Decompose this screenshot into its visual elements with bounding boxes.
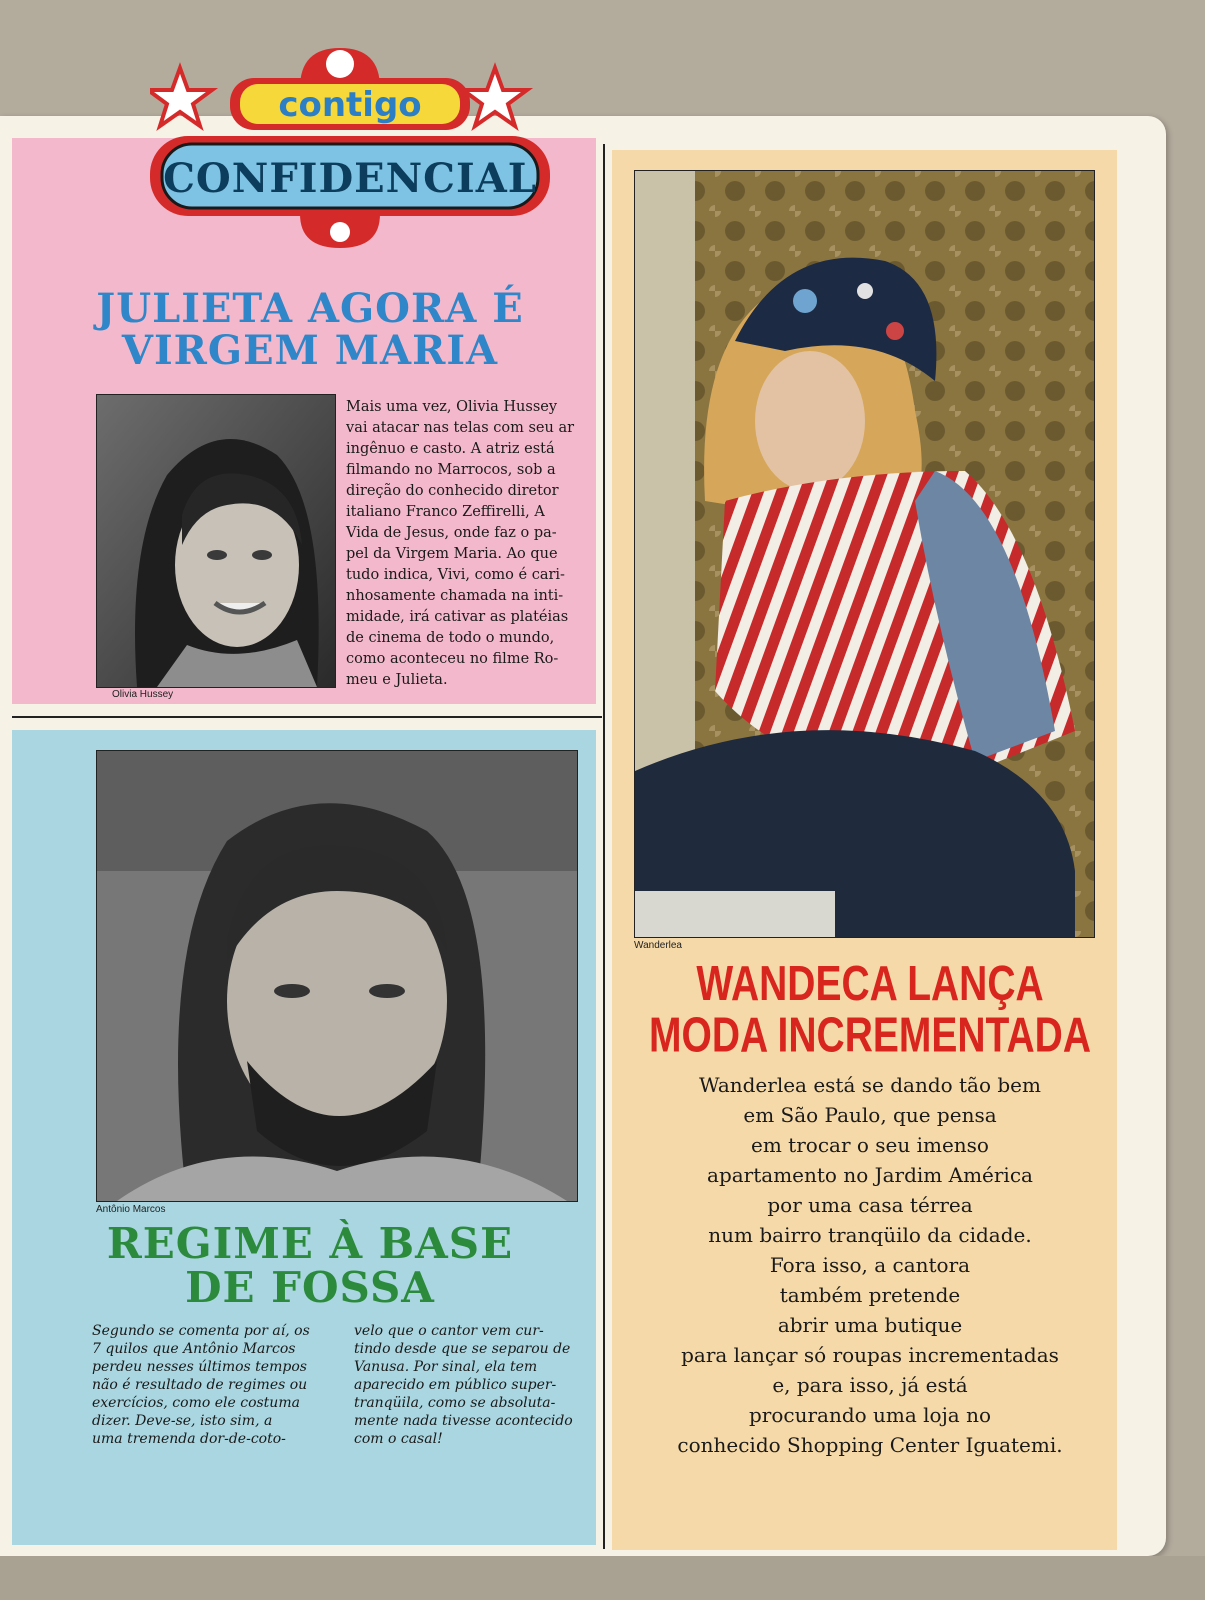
article-line: pel da Virgem Maria. Ao que — [346, 546, 558, 562]
star-icon — [150, 68, 212, 126]
logo-graphic — [150, 28, 550, 253]
wanderlea-photo — [634, 170, 1095, 938]
regime-article-column-1 — [92, 1322, 332, 1448]
article-line: mente nada tivesse acontecido — [354, 1413, 573, 1429]
article-line: exercícios, como ele costuma — [92, 1395, 300, 1411]
article-line: tindo desde que se separou de — [354, 1341, 571, 1357]
article-line: midade, irá cativar as platéias — [346, 609, 569, 625]
article-line: em trocar o seu imenso — [751, 1133, 989, 1157]
regime-headline-line-1: REGIME À BASE — [106, 1219, 514, 1268]
star-icon — [463, 68, 527, 126]
article-line: num bairro tranqüilo da cidade. — [708, 1223, 1032, 1247]
contigo-confidencial-logo — [150, 28, 550, 253]
article-line: também pretende — [779, 1283, 961, 1307]
article-line: abrir uma butique — [777, 1313, 963, 1337]
article-line: Mais uma vez, Olivia Hussey — [346, 399, 558, 415]
article-line: perdeu nesses últimos tempos — [92, 1359, 307, 1375]
logo-bottom-text: CONFIDENCIAL — [163, 155, 537, 202]
regime-headline — [30, 1219, 590, 1313]
article-line: aparecido em público super- — [354, 1377, 557, 1393]
article-line: procurando uma loja no — [748, 1403, 992, 1427]
article-line: por uma casa térrea — [767, 1193, 973, 1217]
section-divider — [12, 716, 602, 718]
article-line: Segundo se comenta por aí, os — [92, 1323, 310, 1339]
wandeca-headline-line-2: MODA INCREMENTADA — [649, 1008, 1091, 1063]
page-background-strip — [0, 1556, 1205, 1600]
article-line: Vida de Jesus, onde faz o pa- — [346, 525, 557, 541]
article-line: velo que o cantor vem cur- — [354, 1323, 544, 1339]
olivia-hussey-photo — [96, 394, 336, 688]
column-divider — [603, 144, 605, 1549]
article-line: italiano Franco Zeffirelli, A — [346, 504, 545, 520]
article-line: em São Paulo, que pensa — [743, 1103, 997, 1127]
article-line: como aconteceu no filme Ro- — [346, 651, 559, 667]
logo-top-text: contigo — [278, 85, 422, 125]
article-line: filmando no Marrocos, sob a — [346, 462, 556, 478]
article-line: não é resultado de regimes ou — [92, 1377, 308, 1393]
article-line: Fora isso, a cantora — [769, 1253, 971, 1277]
article-line: tranqüila, como se absoluta- — [354, 1395, 556, 1411]
wandeca-article-text — [640, 1070, 1100, 1460]
article-line: direção do conhecido diretor — [346, 483, 559, 499]
julieta-article-text — [346, 397, 582, 691]
article-line: Wanderlea está se dando tão bem — [699, 1073, 1041, 1097]
julieta-headline-line-1: JULIETA AGORA É — [96, 285, 524, 332]
article-line: vai atacar nas telas com seu ar — [346, 420, 575, 436]
article-line: para lançar só roupas incrementadas — [681, 1343, 1059, 1367]
article-line: meu e Julieta. — [346, 672, 448, 688]
wandeca-headline — [640, 957, 1100, 1063]
olivia-photo-caption: Olivia Hussey — [112, 689, 174, 700]
regime-headline-line-2: DE FOSSA — [185, 1263, 435, 1313]
antonio-photo-caption: Antônio Marcos — [96, 1204, 166, 1215]
julieta-headline-line-2: VIRGEM MARIA — [121, 327, 499, 374]
article-line: ingênuo e casto. A atriz está — [346, 441, 555, 457]
regime-article-column-2 — [354, 1322, 590, 1448]
article-line: nhosamente chamada na inti- — [346, 588, 564, 604]
article-line: 7 quilos que Antônio Marcos — [92, 1341, 296, 1357]
article-line: conhecido Shopping Center Iguatemi. — [677, 1433, 1063, 1457]
article-line: Vanusa. Por sinal, ela tem — [354, 1359, 538, 1375]
article-line: dizer. Deve-se, isto sim, a — [92, 1413, 273, 1429]
article-line: tudo indica, Vivi, como é cari- — [346, 567, 565, 583]
wanderlea-photo-caption: Wanderlea — [634, 940, 682, 951]
julieta-headline — [30, 285, 590, 374]
article-line: com o casal! — [354, 1431, 443, 1447]
antonio-marcos-photo — [96, 750, 578, 1202]
article-line: apartamento no Jardim América — [707, 1163, 1033, 1187]
article-line: de cinema de todo o mundo, — [346, 630, 555, 646]
article-line: uma tremenda dor-de-coto- — [92, 1431, 286, 1447]
wandeca-headline-line-1: WANDECA LANÇA — [696, 957, 1044, 1012]
article-line: e, para isso, já está — [772, 1373, 968, 1397]
